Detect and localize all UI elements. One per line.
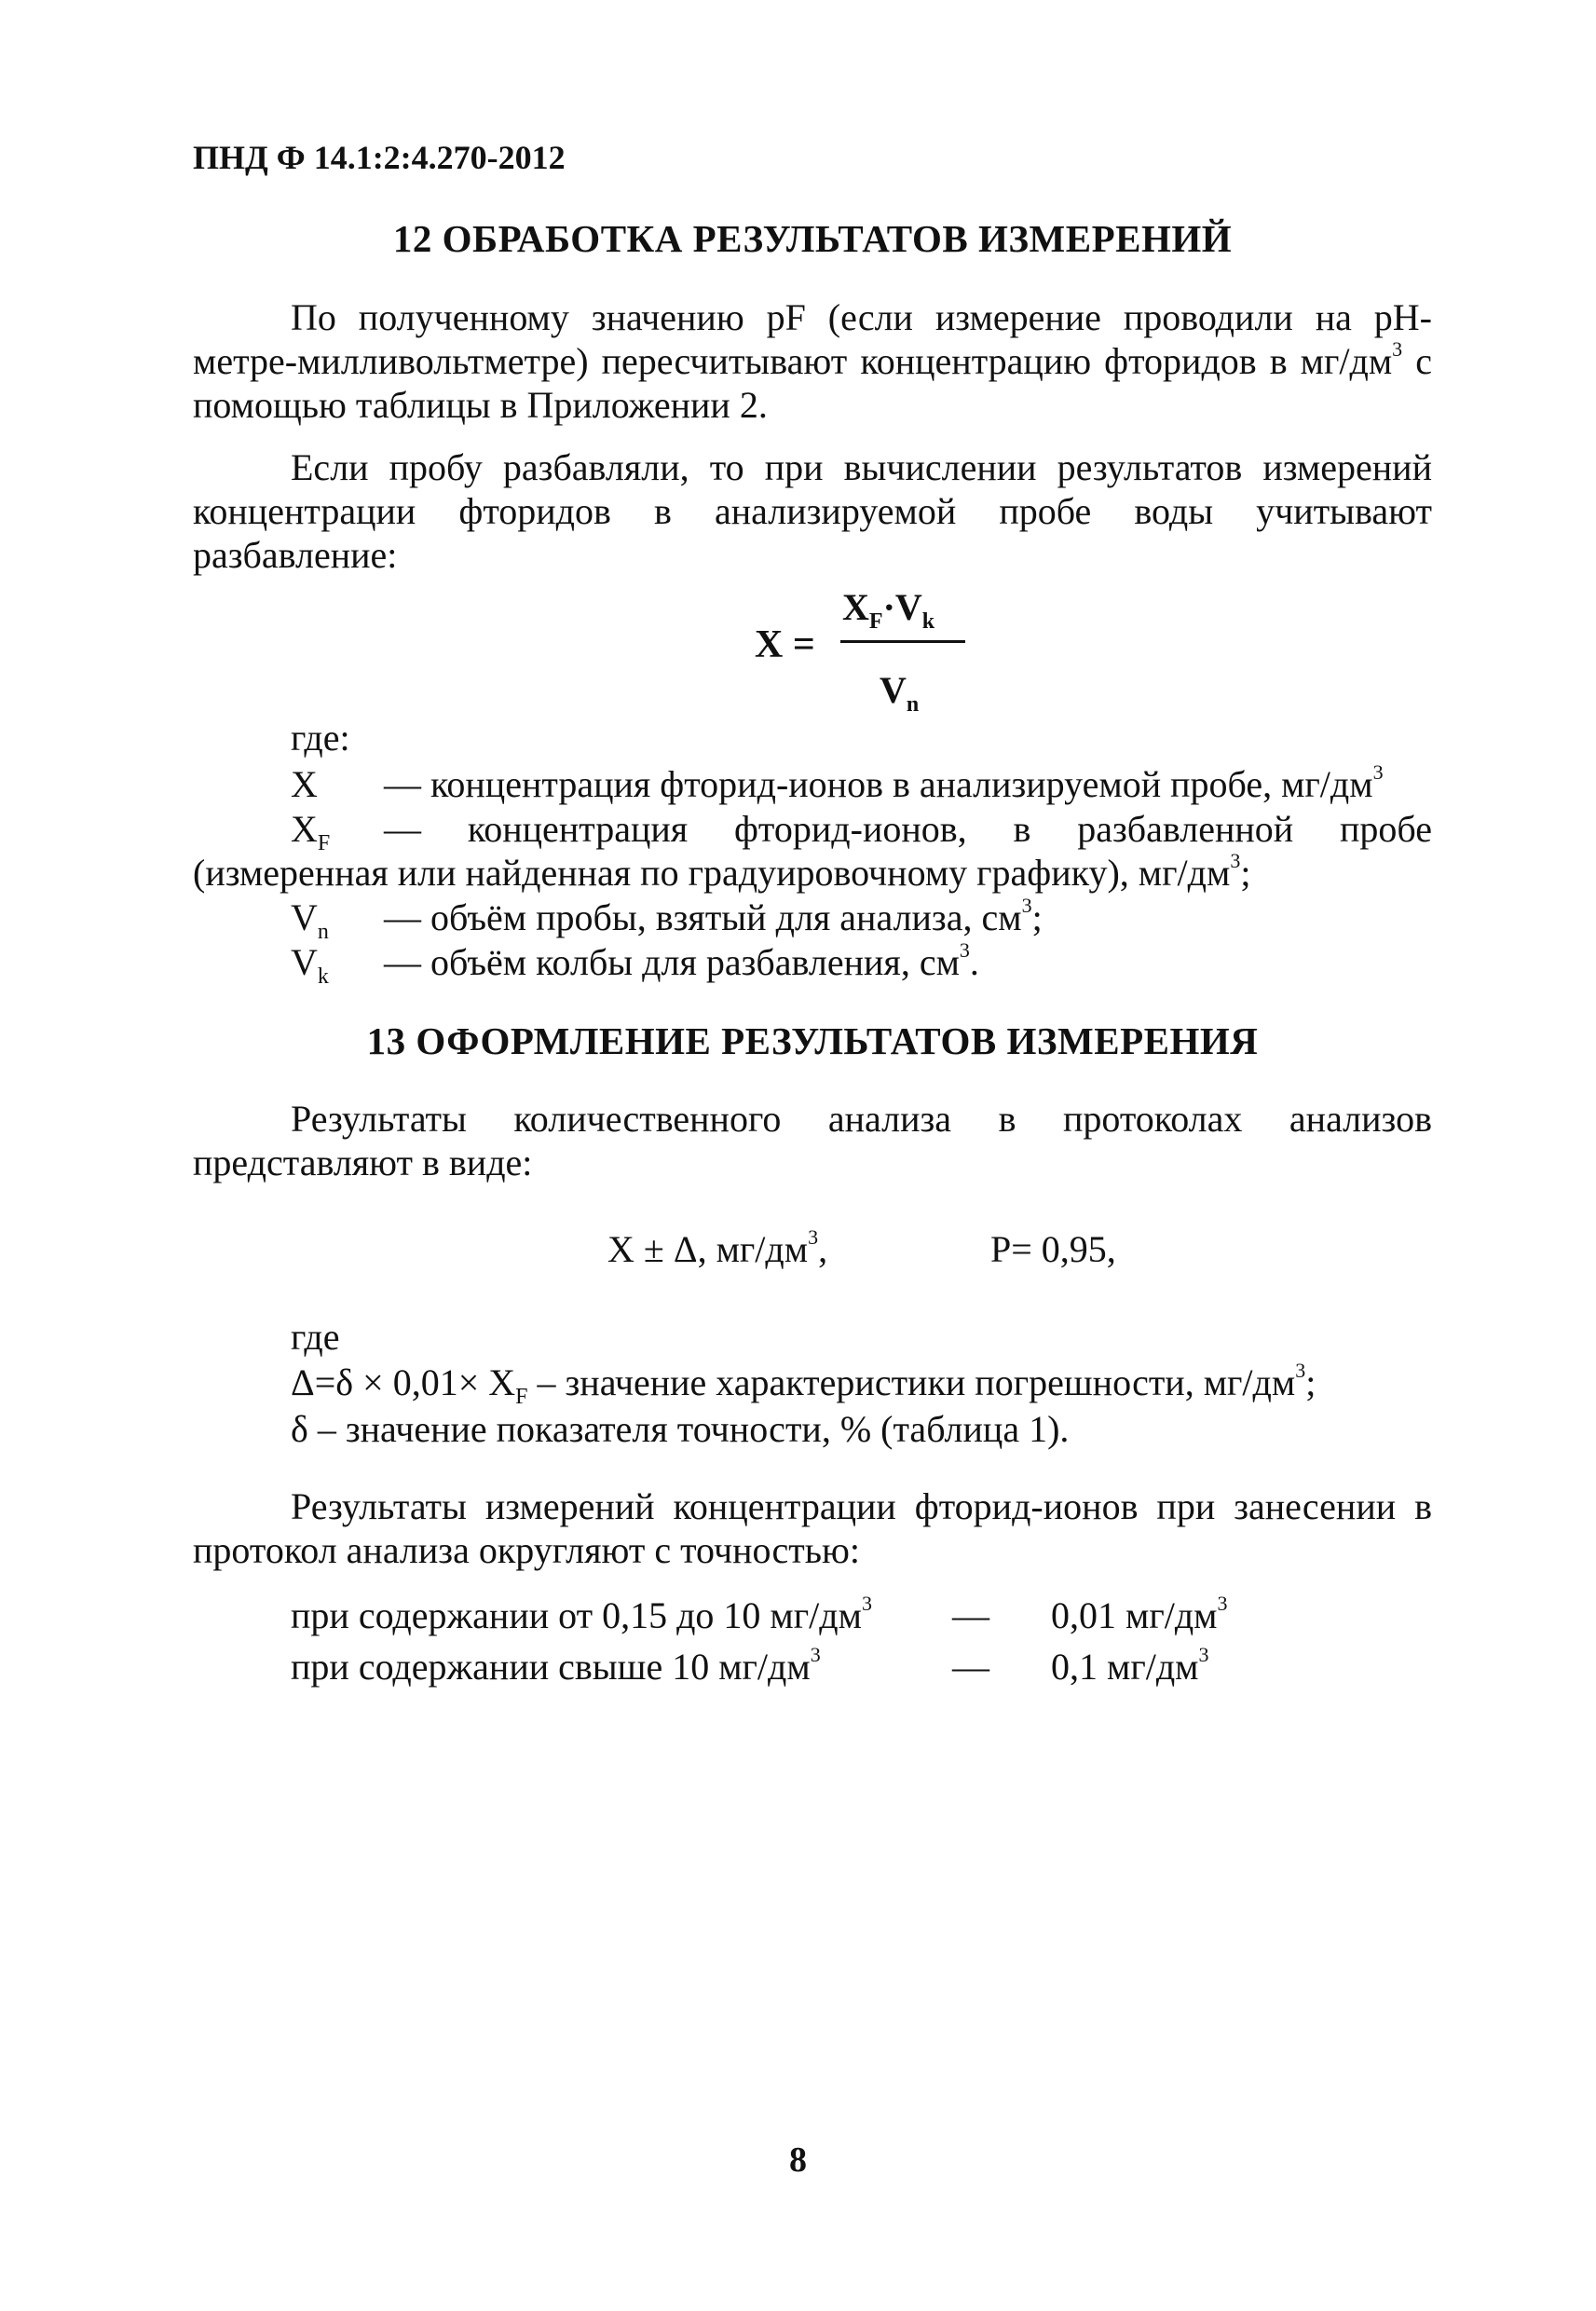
def-vk-symbol: $V_k$ [291, 941, 329, 989]
s12-paragraph1-line1: По полученному значению pF (если измерение проводили на pH- [291, 296, 1432, 338]
s13-paragraph2-line2: протокол анализа округляют с точностью: [193, 1529, 860, 1571]
section-12-title: 12 ОБРАБОТКА РЕЗУЛЬТАТОВ ИЗМЕРЕНИЙ [392, 217, 1233, 260]
def-vn-symbol: $V_n$ [291, 896, 329, 944]
confidence-probability: P= 0,95, [990, 1228, 1116, 1270]
s12-paragraph2-line1: Если пробу разбавляли, то при вычислении результатов измерений [291, 446, 1432, 488]
def-vk-text: — объём колбы для разбавления, $см^3$. [384, 938, 979, 983]
rounding-row-2-dash: — [952, 1646, 989, 1688]
formula-lhs: X = [755, 623, 815, 666]
page-number: 8 [789, 2140, 807, 2180]
rounding-row-2-value: 0,1 $мг/дм^3$ [1051, 1643, 1209, 1688]
def-xf-text-line1: — концентрация фторид-ионов, в разбавленной пробе [384, 808, 1432, 850]
s13-paragraph2-line1: Результаты измерений концентрации фторид-ионов при занесении в [291, 1485, 1432, 1527]
s12-paragraph1-line3: помощью таблицы в Приложении 2. [193, 384, 768, 426]
section-13-title: 13 ОФОРМЛЕНИЕ РЕЗУЛЬТАТОВ ИЗМЕРЕНИЯ [366, 1019, 1259, 1062]
def-xf-symbol: $X_F$ [291, 808, 331, 855]
result-expression: X ± Δ, $мг/дм^3$, [607, 1225, 828, 1270]
formula-denominator: $V_n$ [880, 669, 920, 717]
document-code: ПНД Ф 14.1:2:4.270-2012 [193, 139, 566, 176]
sigma-definition: δ – значение показателя точности, % (таблица 1). [291, 1408, 1070, 1450]
def-xf-text-line2: (измеренная или найденная по градуировочному графику), $мг/дм^3$; [193, 849, 1251, 894]
rounding-row-1-dash: — [952, 1594, 989, 1636]
delta-definition: $\Delta=\delta \times 0,01\times X_F$ – значение характеристики погрешности, $мг/дм^3$; [291, 1359, 1316, 1409]
rounding-row-1-condition: при содержании от 0,15 до 10 $мг/дм^3$ [291, 1592, 872, 1636]
rounding-row-1-value: 0,01 $мг/дм^3$ [1051, 1592, 1228, 1636]
where-label: где: [291, 717, 350, 759]
s12-paragraph2-line2: концентрации фторидов в анализируемой пробе воды учитывают [193, 490, 1432, 532]
s13-paragraph1-line1: Результаты количественного анализа в протоколах анализов [291, 1098, 1432, 1140]
s12-paragraph2-line3: разбавление: [193, 534, 398, 576]
s13-paragraph1-line2: представляют в виде: [193, 1142, 533, 1183]
formula-numerator: $X_F\cdot V_k$ [842, 586, 935, 634]
s12-paragraph1-line2: метре-милливольтметре) пересчитывают концентрацию фторидов в $мг/дм^3$ с [193, 337, 1432, 382]
rounding-row-2-condition: при содержании свыше 10 $мг/дм^3$ [291, 1643, 821, 1688]
def-x-text: — концентрация фторид-ионов в анализируемой пробе, $мг/дм^3$ [384, 760, 1384, 805]
def-vn-text: — объём пробы, взятый для анализа, $см^3$; [384, 894, 1043, 938]
fraction-bar [840, 640, 965, 643]
def-x-symbol: X [291, 763, 318, 805]
where-label-2: где [291, 1316, 340, 1358]
